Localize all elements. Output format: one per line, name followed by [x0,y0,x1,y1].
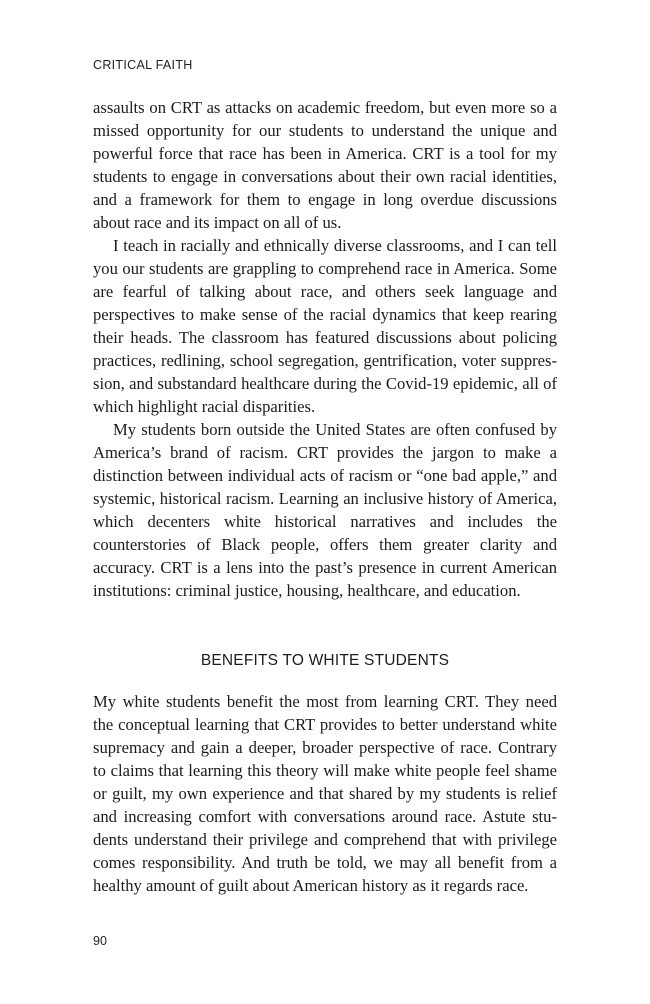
body-text-top [93,96,557,602]
body-text-bottom [93,690,557,897]
paragraph: My white students benefit the most from learning CRT. They need the conceptual learning that CRT provides to better understand white supremacy and gain a deeper, broader perspective of race. Contrary to claims that learning this theory will make white people feel shame or guilt, my own experience and that shared by my students is relief and increasing comfort with conversations around race. Astute students understand their privilege and comprehend that with privilege comes responsibility. And truth be told, we may all benefit from a healthy amount of guilt about American history as it regards race. [93,692,557,895]
paragraph: I teach in racially and ethnically diverse classrooms, and I can tell you our students are grappling to comprehend race in America. Some are fearful of talking about race, and others seek language and perspectives to make sense of the racial dynamics that keep rearing their heads. The classroom has featured discussions about policing practices, redlining, school segregation, gentrification, voter suppression, and substandard healthcare during the Covid-19 epidemic, all of which highlight racial disparities. [93,236,557,416]
paragraph: assaults on CRT as attacks on academic freedom, but even more so a missed opportunity for our students to understand the unique and powerful force that race has been in America. CRT is a tool for my students to engage in conversations about their own racial identities, and a framework for them to engage in long overdue discussions about race and its impact on all of us. [93,98,557,232]
page-number: 90 [93,934,107,948]
running-head: CRITICAL FAITH [93,58,193,72]
section-heading: BENEFITS TO WHITE STUDENTS [200,652,450,669]
paragraph: My students born outside the United States are often confused by America’s brand of racism. CRT provides the jargon to make a distinction between individual acts of racism or “one bad apple,” and systemic, historical racism. Learning an inclusive history of America, which decenters white historical narratives and includes the counterstories of Black people, offers them greater clarity and accuracy. CRT is a lens into the past’s presence in current American institutions: criminal justice, housing, healthcare, and education. [93,420,557,600]
